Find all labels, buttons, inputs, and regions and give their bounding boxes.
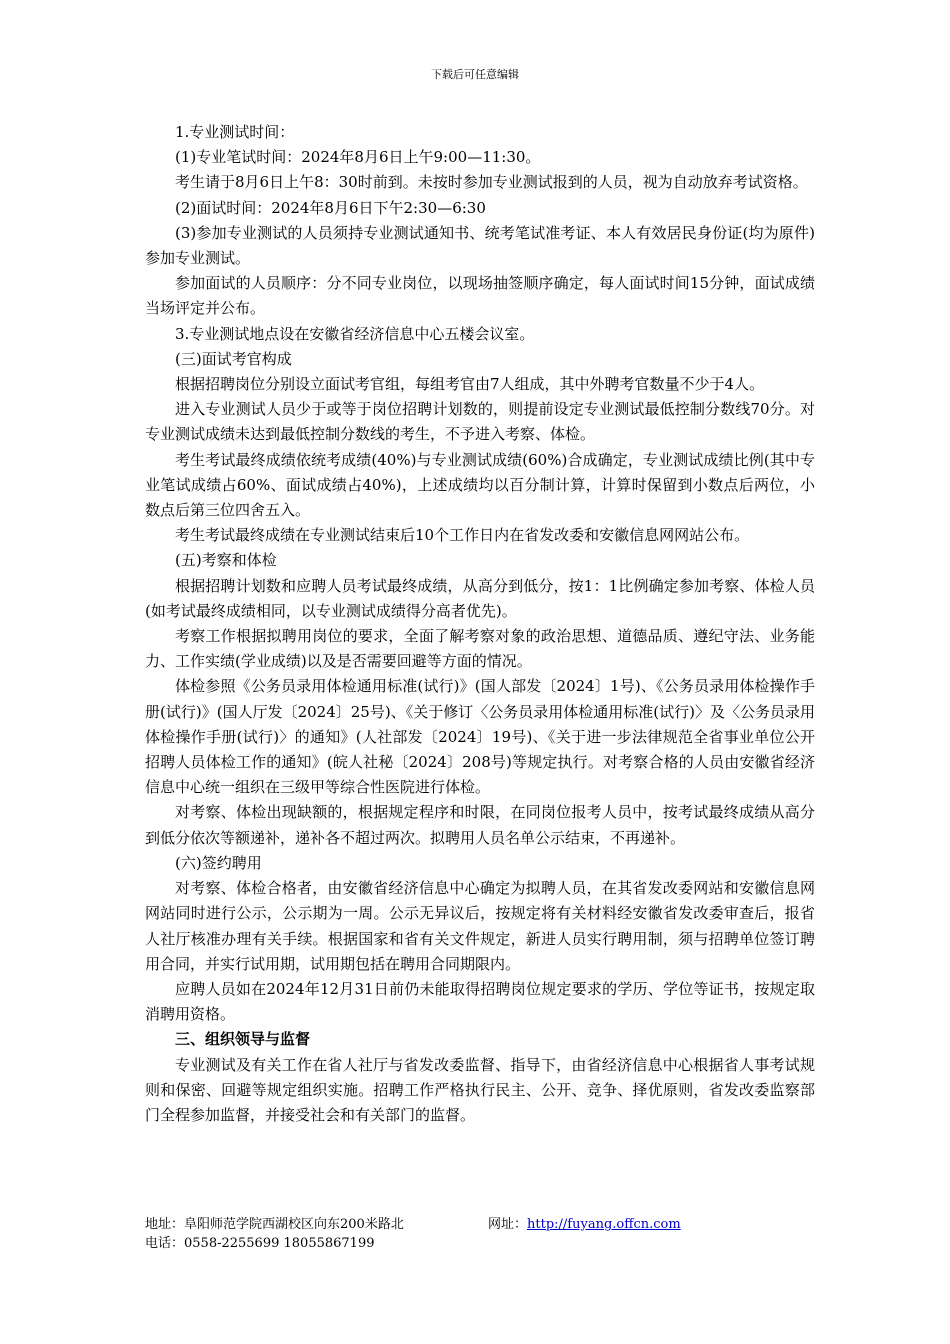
- page-header: 下载后可任意编辑: [431, 68, 519, 81]
- document-body: [145, 120, 815, 1128]
- section-subheading: (三)面试考官构成: [175, 349, 292, 368]
- paragraph: 应聘人员如在2024年12月31日前仍未能取得招聘岗位规定要求的学历、学位等证书，按规定取消聘用资格。: [145, 979, 815, 1024]
- paragraph: 体检参照《公务员录用体检通用标准(试行)》(国人部发〔2024〕1号)、《公务员录用体检操作手册(试行)》(国人厅发〔2024〕25号)、《关于修订〈公务员录用体检通用标准(试行)〉及〈公务员录用体检操作手册(试行)〉的通知》(人社部发〔2024〕19号)、《关于进一步法律规范全省事业单位公开招聘人员体检工作的通知》(皖人社秘〔2024〕208号)等规定执行。对考察合格的人员由安徽省经济信息中心统一组织在三级甲等综合性医院进行体检。: [145, 677, 815, 797]
- page-footer: [145, 1215, 825, 1253]
- paragraph: 3.专业测试地点设在安徽省经济信息中心五楼会议室。: [175, 324, 535, 343]
- paragraph: (2)面试时间：2024年8月6日下午2:30—6:30: [175, 198, 486, 217]
- paragraph: 根据招聘计划数和应聘人员考试最终成绩，从高分到低分，按1：1比例确定参加考察、体检人员(如考试最终成绩相同，以专业测试成绩得分高者优先)。: [145, 576, 815, 620]
- footer-phone: 电话：0558-2255699 18055867199: [145, 1236, 375, 1251]
- paragraph: 考生考试最终成绩在专业测试结束后10个工作日内在省发改委和安徽信息网网站公布。: [175, 526, 750, 545]
- paragraph: 进入专业测试人员少于或等于岗位招聘计划数的，则提前设定专业测试最低控制分数线70分。对专业测试成绩未达到最低控制分数线的考生，不予进入考察、体检。: [145, 400, 815, 444]
- paragraph: 专业测试及有关工作在省人社厅与省发改委监督、指导下，由省经济信息中心根据省人事考试规则和保密、回避等规定组织实施。招聘工作严格执行民主、公开、竞争、择优原则，省发改委监察部门全程参加监督，并接受社会和有关部门的监督。: [145, 1055, 815, 1124]
- paragraph: 对考察、体检合格者，由安徽省经济信息中心确定为拟聘人员，在其省发改委网站和安徽信息网网站同时进行公示，公示期为一周。公示无异议后，按规定将有关材料经安徽省发改委审查后，报省人社厅核准办理有关手续。根据国家和省有关文件规定，新进人员实行聘用制，须与招聘单位签订聘用合同，并实行试用期，试用期包括在聘用合同期限内。: [145, 879, 815, 973]
- footer-website-label: 网址：: [488, 1217, 528, 1232]
- footer-website-link[interactable]: http://fuyang.offcn.com: [527, 1217, 681, 1232]
- section-subheading: (五)考察和体检: [175, 551, 277, 570]
- section-subheading: (六)签约聘用: [175, 853, 262, 872]
- paragraph: (1)专业笔试时间：2024年8月6日上午9:00—11:30。: [175, 148, 541, 167]
- paragraph: (3)参加专业测试的人员须持专业测试通知书、统考笔试准考证、本人有效居民身份证(均为原件)参加专业测试。: [145, 223, 815, 268]
- footer-address: 地址：阜阳师范学院西湖校区向东200米路北: [145, 1217, 404, 1232]
- paragraph: 考生请于8月6日上午8：30时前到。未按时参加专业测试报到的人员，视为自动放弃考试资格。: [175, 173, 808, 192]
- paragraph: 对考察、体检出现缺额的，根据规定程序和时限，在同岗位报考人员中，按考试最终成绩从高分到低分依次等额递补，递补各不超过两次。拟聘用人员名单公示结束，不再递补。: [145, 803, 815, 847]
- section-heading: 三、组织领导与监督: [175, 1030, 311, 1049]
- paragraph: 参加面试的人员顺序：分不同专业岗位，以现场抽签顺序确定，每人面试时间15分钟，面试成绩当场评定并公布。: [145, 274, 815, 318]
- paragraph: 考生考试最终成绩依统考成绩(40%)与专业测试成绩(60%)合成确定，专业测试成绩比例(其中专业笔试成绩占60%、面试成绩占40%)，上述成绩均以百分制计算，计算时保留到小数点后两位，小数点后第三位四舍五入。: [145, 450, 815, 520]
- paragraph: 1.专业测试时间：: [175, 123, 295, 141]
- paragraph: 根据招聘岗位分别设立面试考官组，每组考官由7人组成，其中外聘考官数量不少于4人。: [175, 375, 765, 394]
- paragraph: 考察工作根据拟聘用岗位的要求，全面了解考察对象的政治思想、道德品质、遵纪守法、业务能力、工作实绩(学业成绩)以及是否需要回避等方面的情况。: [145, 627, 815, 671]
